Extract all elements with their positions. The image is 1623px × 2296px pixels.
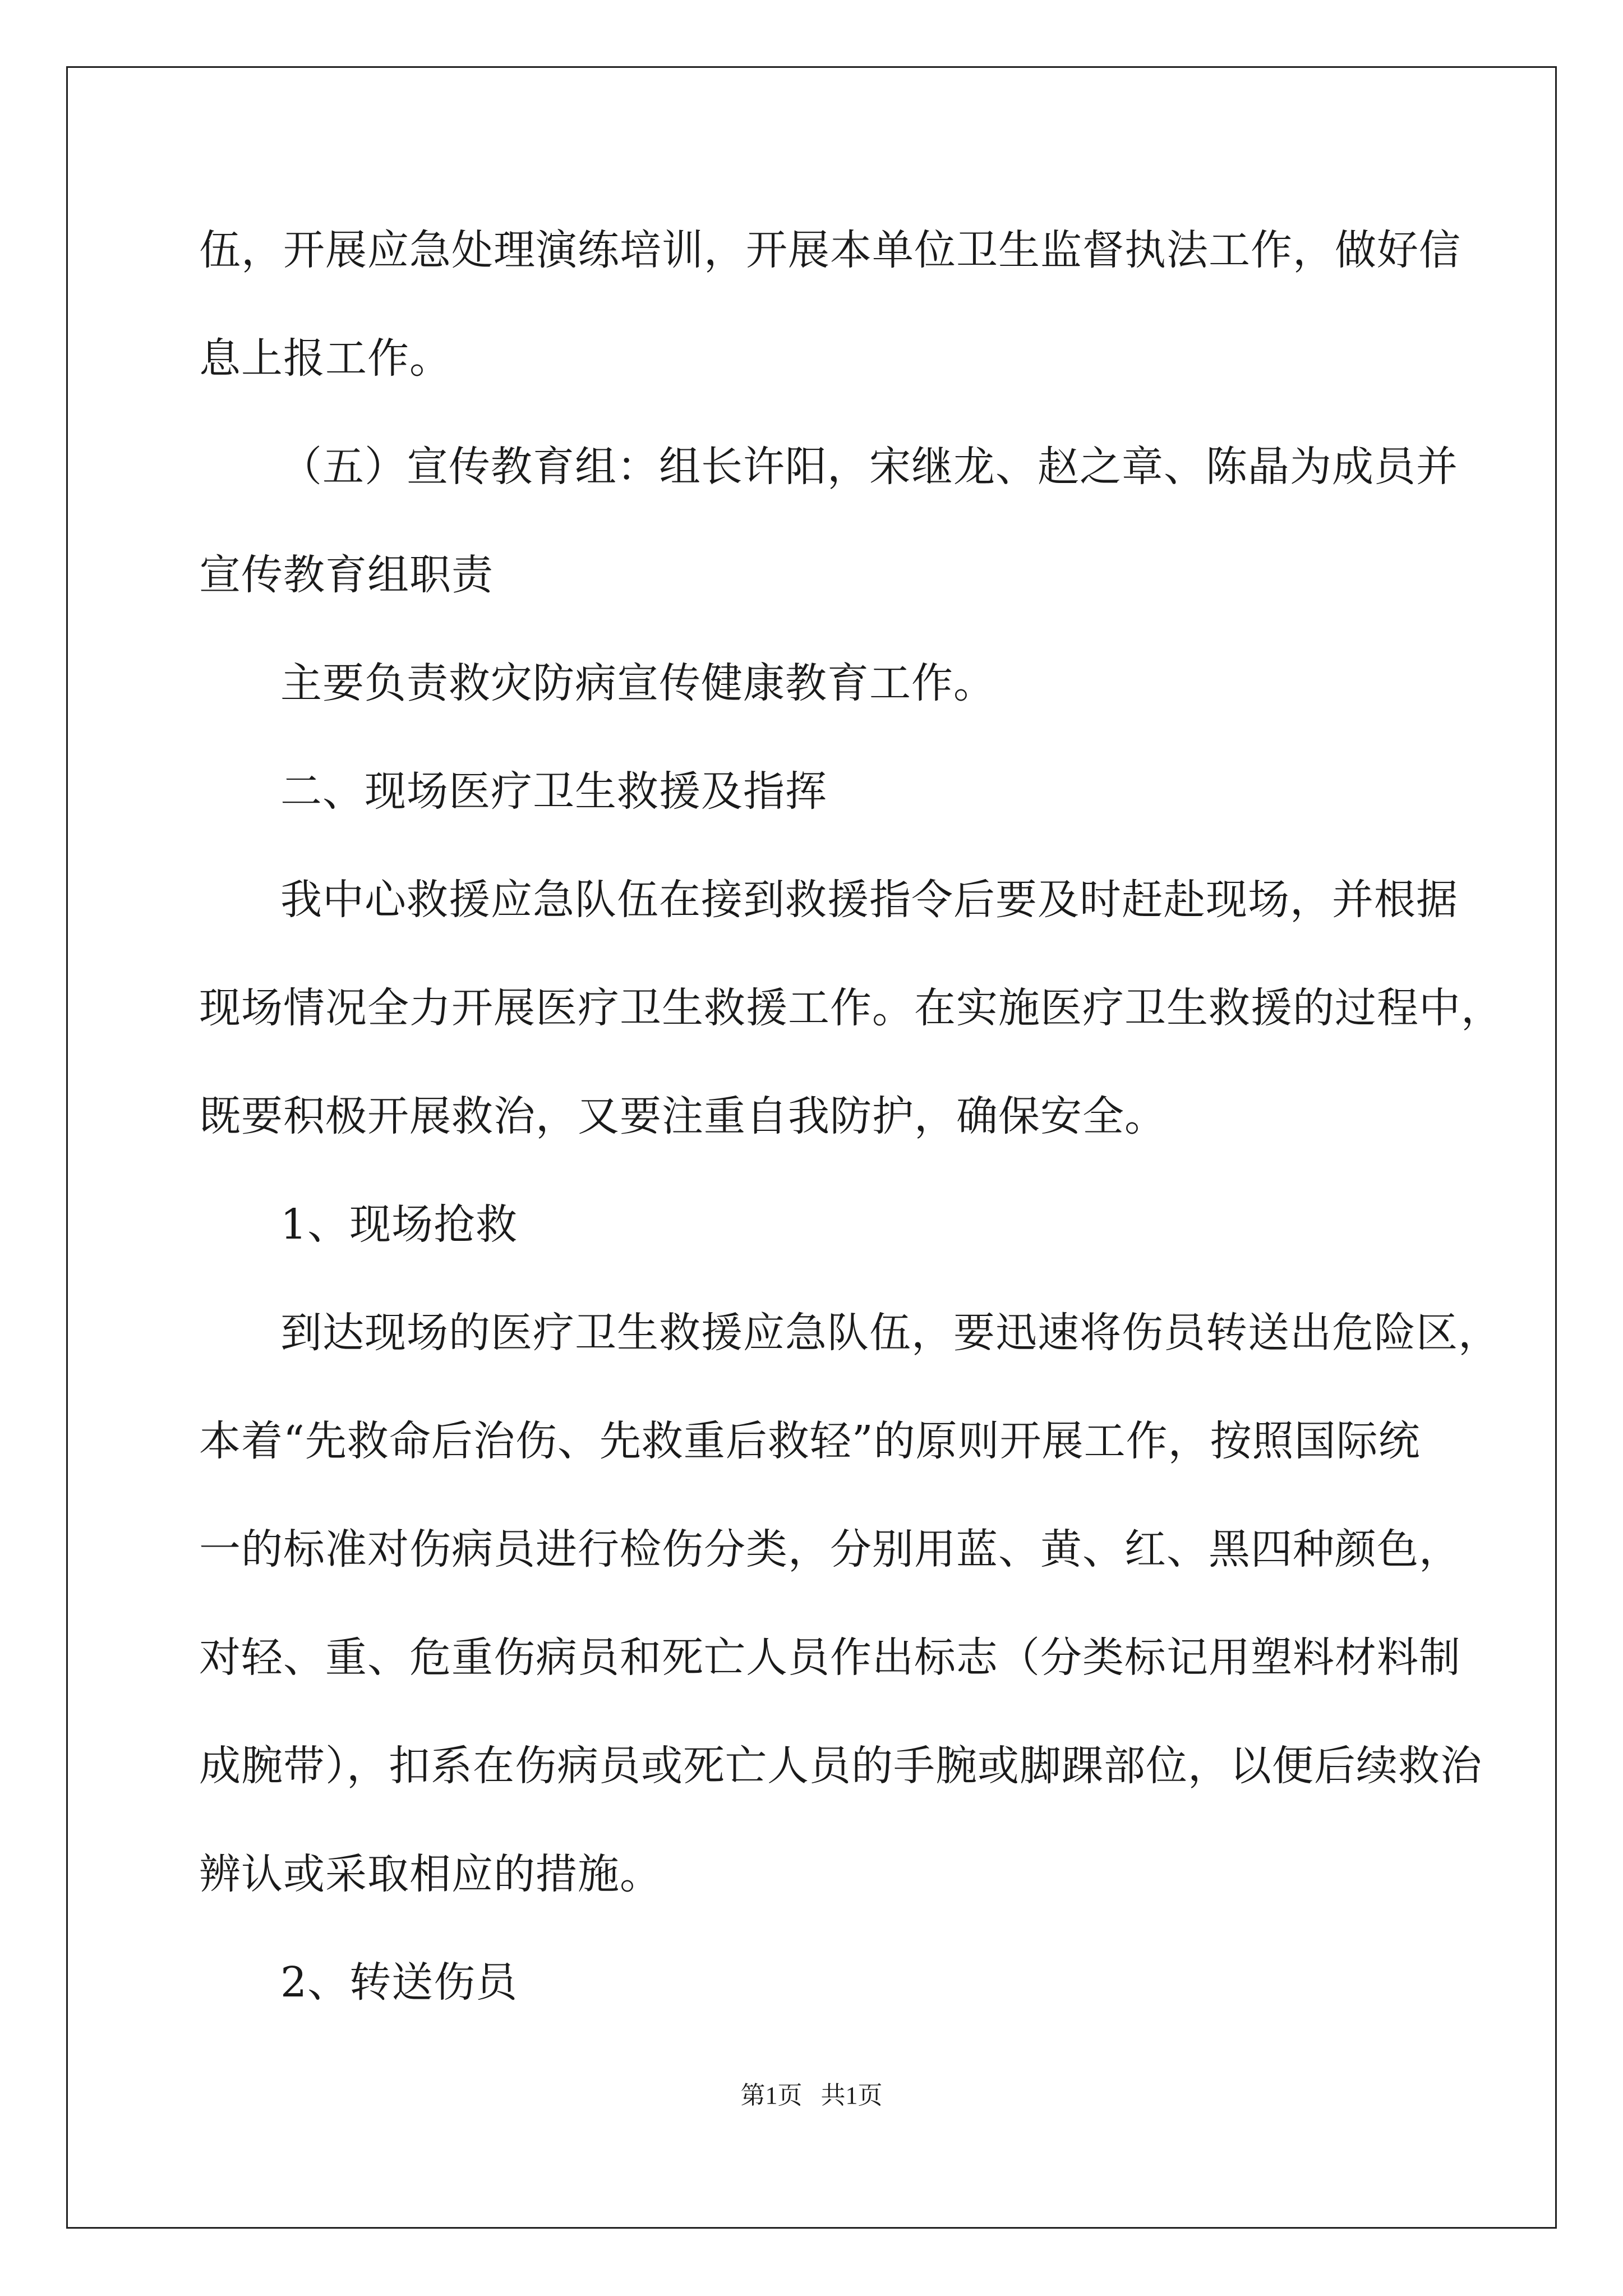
text-line: 宣传教育组职责 — [199, 551, 494, 599]
page-total: 共1页 — [820, 2082, 883, 2109]
text-line: 伍，开展应急处理演练培训，开展本单位卫生监督执法工作，做好信 — [199, 226, 1461, 274]
text-line: 主要负责救灾防病宣传健康教育工作。 — [280, 659, 995, 707]
text-line: 我中心救援应急队伍在接到救援指令后要及时赶赴现场，并根据 — [280, 876, 1458, 924]
text-line: 本着“先救命后治伤、先救重后救轻”的原则开展工作，按照国际统 — [199, 1417, 1421, 1465]
text-line: 现场情况全力开展医疗卫生救援工作。在实施医疗卫生救援的过程中， — [199, 984, 1503, 1032]
page-footer — [0, 2079, 1623, 2113]
text-line: 成腕带），扣系在伤病员或死亡人员的手腕或脚踝部位，以便后续救治 — [199, 1742, 1482, 1790]
text-line: 到达现场的医疗卫生救援应急队伍，要迅速将伤员转送出危险区， — [280, 1309, 1500, 1357]
text-line: 对轻、重、危重伤病员和死亡人员作出标志（分类标记用塑料材料制 — [199, 1634, 1461, 1682]
text-line: 既要积极开展救治，又要注重自我防护，确保安全。 — [199, 1092, 1166, 1140]
text-line: 一的标准对伤病员进行检伤分类，分别用蓝、黄、红、黑四种颜色， — [199, 1525, 1461, 1573]
text-line: 息上报工作。 — [199, 334, 451, 383]
subsection-heading-line: 2、转送伤员 — [280, 1958, 518, 2007]
section-heading-line: 二、现场医疗卫生救援及指挥 — [280, 767, 827, 816]
section-heading-line: （五）宣传教育组：组长许阳，宋继龙、赵之章、陈晶为成员并 — [280, 443, 1458, 491]
page-number: 第1页 — [740, 2082, 803, 2109]
page-border — [66, 66, 1557, 2229]
subsection-heading-line: 1、现场抢救 — [280, 1200, 518, 1249]
text-line: 辨认或采取相应的措施。 — [199, 1850, 662, 1898]
